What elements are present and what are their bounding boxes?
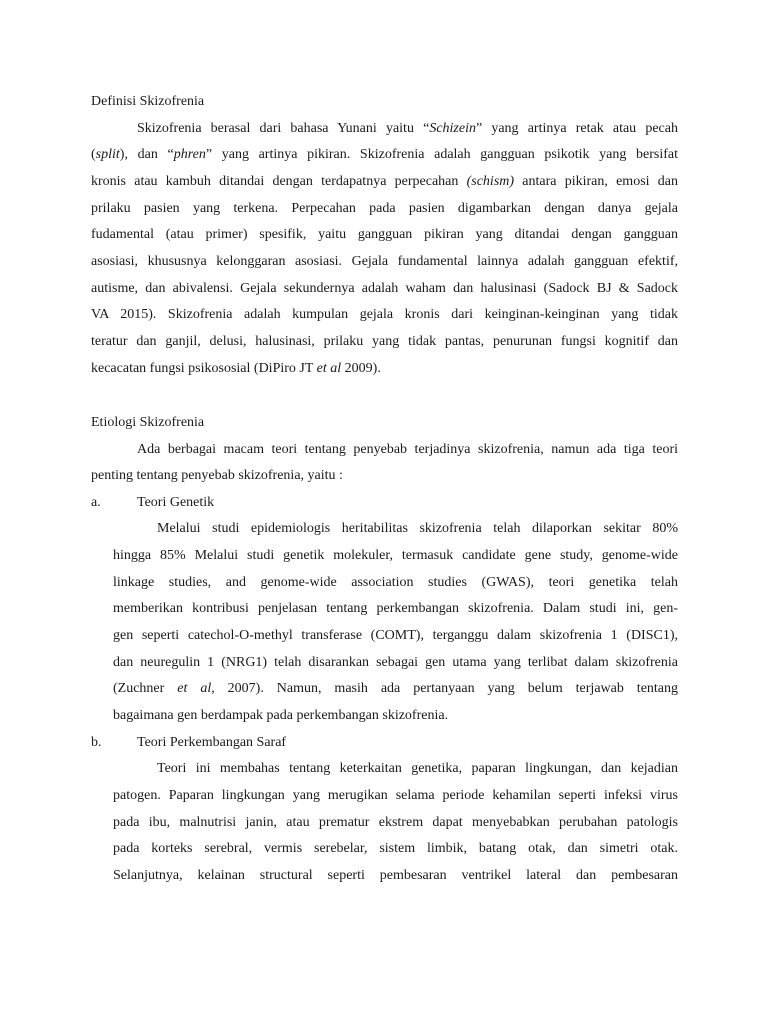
paragraph-line xyxy=(113,654,678,672)
text-run: pada ibu, malnutrisi janin, atau prematur ekstrem dapat menyebabkan perubahan patologis xyxy=(113,815,678,830)
list-marker-b: b. xyxy=(91,735,102,750)
text-run: Ada berbagai macam teori tentang penyebab terjadinya skizofrenia, namun ada tiga teori xyxy=(137,442,678,457)
text-run: kecacatan fungsi psikososial (DiPiro JT xyxy=(91,361,317,376)
text-run: ” yang artinya pikiran. Skizofrenia adalah gangguan psikotik yang bersifat xyxy=(205,147,678,162)
italic-text: Schizein xyxy=(429,121,476,136)
text-run: kronis atau kambuh ditandai dengan terdapatnya perpecahan xyxy=(91,174,467,189)
paragraph-line xyxy=(91,333,678,351)
text-run: dan neuregulin 1 (NRG1) telah disarankan sebagai gen utama yang terlibat dalam skizofrenia xyxy=(113,655,678,670)
text-run: Teori ini membahas tentang keterkaitan genetika, paparan lingkungan, dan kejadian xyxy=(157,761,678,776)
paragraph-line xyxy=(137,120,678,138)
paragraph-line xyxy=(91,200,678,218)
paragraph-line xyxy=(113,707,448,725)
text-run: pada korteks serebral, vermis serebelar, sistem limbik, batang otak, dan simetri otak. xyxy=(113,841,678,856)
italic-text: phren xyxy=(173,147,206,162)
text-run: Melalui studi epidemiologis heritabilitas skizofrenia telah dilaporkan sekitar 80% xyxy=(157,521,678,536)
paragraph-line xyxy=(113,574,678,592)
text-run: bagaimana gen berdampak pada perkembangan skizofrenia. xyxy=(113,708,449,723)
paragraph-line xyxy=(91,306,678,324)
list-marker-a: a. xyxy=(91,495,101,510)
list-item-title-teori-perkembangan-saraf: Teori Perkembangan Saraf xyxy=(137,735,287,750)
text-run: fudamental (atau primer) spesifik, yaitu gangguan pikiran yang ditandai dengan gangguan xyxy=(91,227,678,242)
text-run: patogen. Paparan lingkungan yang merugikan selama periode kehamilan seperti infeksi virus xyxy=(113,788,678,803)
text-run: gen seperti catechol-O-methyl transferase (COMT), terganggu dalam skizofrenia 1 (DISC1), xyxy=(113,628,678,643)
section-heading-definisi: Definisi Skizofrenia xyxy=(91,94,205,109)
paragraph-line xyxy=(91,146,678,164)
text-run: linkage studies, and genome-wide association studies (GWAS), teori genetika telah xyxy=(113,575,678,590)
paragraph-line xyxy=(113,867,678,885)
paragraph-line xyxy=(91,280,678,298)
paragraph-line xyxy=(91,253,678,271)
text-run: penting tentang penyebab skizofrenia, yaitu : xyxy=(91,468,343,483)
text-run: prilaku pasien yang terkena. Perpecahan pada pasien digambarkan dengan danya gejala xyxy=(91,201,678,216)
paragraph-line xyxy=(157,760,678,778)
text-run: , 2007). Namun, masih ada pertanyaan yang belum terjawab tentang xyxy=(211,681,679,696)
text-run: memberikan kontribusi penjelasan tentang perkembangan skizofrenia. Dalam studi ini, gen- xyxy=(113,601,678,616)
text-run: (Zuchner xyxy=(113,681,178,696)
text-run: hingga 85% Melalui studi genetik molekuler, termasuk candidate gene study, genome-wide xyxy=(113,548,678,563)
paragraph-line xyxy=(91,226,678,244)
italic-text: et al xyxy=(316,361,342,376)
paragraph-line xyxy=(91,360,381,378)
text-run: 2009). xyxy=(341,361,381,376)
text-run: Skizofrenia berasal dari bahasa Yunani yaitu “ xyxy=(137,121,430,136)
italic-text: et al xyxy=(177,681,212,696)
paragraph-line xyxy=(137,441,678,459)
paragraph-line xyxy=(113,814,678,832)
text-run: asosiasi, khususnya kelonggaran asosiasi. Gejala fundamental lainnya adalah gangguan efektif, xyxy=(91,254,678,269)
italic-text: (schism) xyxy=(466,174,515,189)
text-run: ” yang artinya retak atau pecah xyxy=(475,121,678,136)
paragraph-line xyxy=(113,627,678,645)
list-item-title-teori-genetik: Teori Genetik xyxy=(137,495,215,510)
text-run: antara pikiran, emosi dan xyxy=(514,174,678,189)
paragraph-line xyxy=(113,600,678,618)
text-run: autisme, dan abivalensi. Gejala sekundernya adalah waham dan halusinasi (Sadock BJ & Sadock xyxy=(91,281,678,296)
text-run: Selanjutnya, kelainan structural seperti pembesaran ventrikel lateral dan pembesaran xyxy=(113,868,678,883)
paragraph-line xyxy=(113,787,678,805)
paragraph-line xyxy=(113,840,678,858)
paragraph-line xyxy=(157,520,678,538)
italic-text: split xyxy=(95,147,120,162)
paragraph-line xyxy=(113,680,678,698)
paragraph-line xyxy=(113,547,678,565)
text-run: ), dan “ xyxy=(119,147,174,162)
text-run: teratur dan ganjil, delusi, halusinasi, prilaku yang tidak pantas, penurunan fungsi kognitif dan xyxy=(91,334,678,349)
paragraph-line xyxy=(91,173,678,191)
section-heading-etiologi: Etiologi Skizofrenia xyxy=(91,415,205,430)
text-run: VA 2015). Skizofrenia adalah kumpulan gejala kronis dari keinginan-keinginan yang tidak xyxy=(91,307,678,322)
paragraph-line xyxy=(91,467,343,485)
text-run: ( xyxy=(91,147,96,162)
